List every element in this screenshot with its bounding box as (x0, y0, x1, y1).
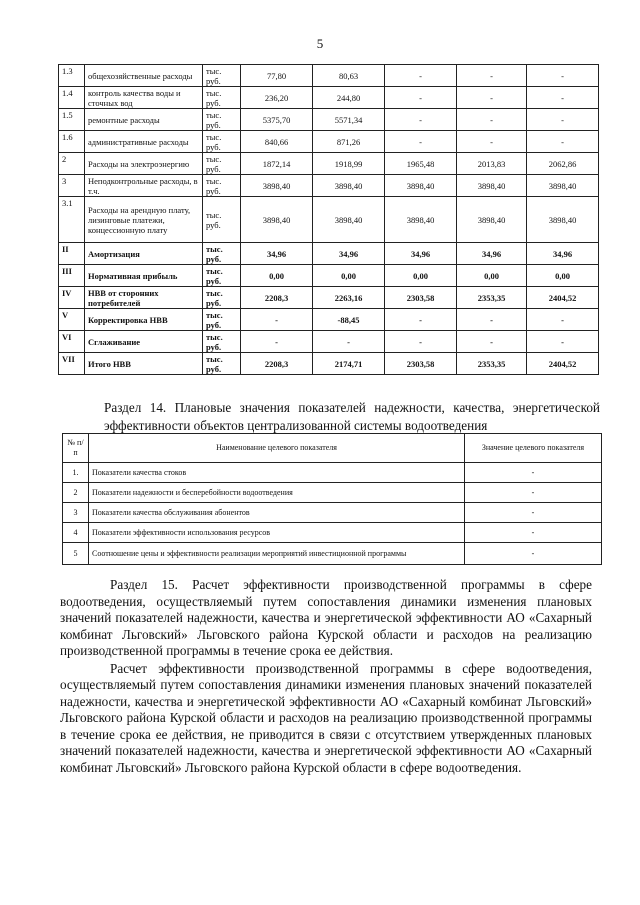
section-15-paragraph-1: Раздел 15. Расчет эффективности производственной программы в сфере водоотведения, осуществляемый путем сопоставления динамики изменения плановых значений показателей надежности, качества и энергетической эффективности АО «Сахарный комбинат Льговский» Льговского района Курской области и расходов на реализацию производственной программы в течение срока ее действия. (60, 577, 592, 658)
row-unit: тыс. руб. (203, 331, 241, 353)
row-unit: тыс. руб. (203, 197, 241, 243)
row-value: 0,00 (457, 265, 527, 287)
row-name: Амортизация (85, 243, 203, 265)
section-15-paragraph-2: Расчет эффективности производственной программы в сфере водоотведения, осуществляемый путем сопоставления динамики изменения плановых значений показателей надежности, качества и энергетической эффективности АО «Сахарный комбинат Льговский» Льговского района Курской области и расходов на реализацию производственной программы в течение срока ее действия, не приводится в связи с отсутствием утвержденных плановых значений показателей надежности, качества и энергетической эффективности АО «Сахарный комбинат Льговский» Льговского района Курской области в сфере водоотведения. (60, 660, 592, 775)
row-value: 2404,52 (527, 287, 599, 309)
row-value: 3898,40 (385, 175, 457, 197)
row-value: - (385, 65, 457, 87)
row-value: 2062,86 (527, 153, 599, 175)
row-code: 2 (59, 153, 85, 175)
row-name: Расходы на арендную плату, лизинговые платежи, концессионную плату (85, 197, 203, 243)
row-value: 3898,40 (241, 175, 313, 197)
row-value: - (385, 109, 457, 131)
row-name: Сглаживание (85, 331, 203, 353)
table-row (63, 463, 602, 483)
row-value: - (527, 65, 599, 87)
row-value: 2174,71 (313, 353, 385, 375)
row-unit: тыс. руб. (203, 287, 241, 309)
indicator-number: 3 (63, 503, 89, 523)
row-value: 34,96 (241, 243, 313, 265)
page-number: 5 (316, 36, 324, 51)
row-value: 2208,3 (241, 287, 313, 309)
row-unit: тыс. руб. (203, 175, 241, 197)
row-unit: тыс. руб. (203, 353, 241, 375)
row-value: 0,00 (241, 265, 313, 287)
row-code: 1.3 (59, 65, 85, 87)
indicator-name: Показатели надежности и бесперебойности водоотведения (89, 483, 465, 503)
financial-table (58, 64, 599, 375)
row-value: 80,63 (313, 65, 385, 87)
indicator-value: - (465, 543, 602, 565)
row-code: VI (59, 331, 85, 353)
table-row (59, 109, 599, 131)
row-code: 1.4 (59, 87, 85, 109)
row-code: II (59, 243, 85, 265)
table-row (59, 87, 599, 109)
row-value: 0,00 (385, 265, 457, 287)
header-indicator-value: Значение целевого показателя (465, 434, 602, 463)
row-value: 3898,40 (313, 175, 385, 197)
section-15-text (60, 577, 592, 776)
row-value: -88,45 (313, 309, 385, 331)
row-value: 34,96 (457, 243, 527, 265)
row-name: Итого НВВ (85, 353, 203, 375)
row-unit: тыс. руб. (203, 131, 241, 153)
table-row (63, 483, 602, 503)
row-value: 2353,35 (457, 287, 527, 309)
row-value: 2013,83 (457, 153, 527, 175)
row-value: 2353,35 (457, 353, 527, 375)
indicator-value: - (465, 463, 602, 483)
indicator-name: Показатели качества стоков (89, 463, 465, 483)
indicator-number: 1. (63, 463, 89, 483)
row-value: - (457, 309, 527, 331)
indicator-name: Соотношение цены и эффективности реализации мероприятий инвестиционной программы (89, 543, 465, 565)
row-value: - (313, 331, 385, 353)
row-value: 3898,40 (385, 197, 457, 243)
row-code: V (59, 309, 85, 331)
row-unit: тыс. руб. (203, 65, 241, 87)
row-value: - (385, 131, 457, 153)
table-row (59, 175, 599, 197)
row-code: 1.6 (59, 131, 85, 153)
row-value: 3898,40 (457, 197, 527, 243)
table-row (63, 503, 602, 523)
row-value: 3898,40 (457, 175, 527, 197)
table-row (59, 331, 599, 353)
row-value: - (457, 131, 527, 153)
section-14-title: Раздел 14. Плановые значения показателей надежности, качества, энергетической эффективности объектов централизованной системы водоотведения (104, 400, 600, 433)
row-name: контроль качества воды и сточных вод (85, 87, 203, 109)
row-unit: тыс. руб. (203, 309, 241, 331)
table-row (59, 353, 599, 375)
row-value: 34,96 (385, 243, 457, 265)
row-value: - (385, 87, 457, 109)
table-row (63, 523, 602, 543)
row-name: Неподконтрольные расходы, в т.ч. (85, 175, 203, 197)
row-value: - (241, 331, 313, 353)
indicators-header-row (63, 434, 602, 463)
row-value: - (527, 331, 599, 353)
row-value: 2208,3 (241, 353, 313, 375)
row-value: 2404,52 (527, 353, 599, 375)
indicator-number: 2 (63, 483, 89, 503)
row-value: - (241, 309, 313, 331)
row-code: 1.5 (59, 109, 85, 131)
row-name: Корректировка НВВ (85, 309, 203, 331)
row-value: 244,80 (313, 87, 385, 109)
row-value: 3898,40 (527, 175, 599, 197)
table-row (59, 309, 599, 331)
row-value: - (527, 87, 599, 109)
indicator-number: 5 (63, 543, 89, 565)
row-value: 2263,16 (313, 287, 385, 309)
row-unit: тыс. руб. (203, 153, 241, 175)
row-code: VII (59, 353, 85, 375)
row-name: ремонтные расходы (85, 109, 203, 131)
indicator-value: - (465, 483, 602, 503)
table-row (59, 243, 599, 265)
row-value: 1965,48 (385, 153, 457, 175)
row-value: - (527, 309, 599, 331)
row-unit: тыс. руб. (203, 87, 241, 109)
table-row (59, 197, 599, 243)
indicator-value: - (465, 503, 602, 523)
row-value: 34,96 (313, 243, 385, 265)
indicator-value: - (465, 523, 602, 543)
header-indicator-name: Наименование целевого показателя (89, 434, 465, 463)
table-row (59, 65, 599, 87)
row-name: Расходы на электроэнергию (85, 153, 203, 175)
row-value: - (457, 331, 527, 353)
row-name: Нормативная прибыль (85, 265, 203, 287)
row-value: 3898,40 (241, 197, 313, 243)
section-14-heading (60, 399, 600, 435)
row-value: 77,80 (241, 65, 313, 87)
table-row (59, 287, 599, 309)
row-code: IV (59, 287, 85, 309)
row-name: общехозяйственные расходы (85, 65, 203, 87)
table-row (59, 265, 599, 287)
table-row (63, 543, 602, 565)
row-unit: тыс. руб. (203, 265, 241, 287)
row-unit: тыс. руб. (203, 109, 241, 131)
row-value: 3898,40 (527, 197, 599, 243)
header-number: № п/п (63, 434, 89, 463)
row-name: административные расходы (85, 131, 203, 153)
row-code: 3 (59, 175, 85, 197)
table-row (59, 131, 599, 153)
row-value: - (457, 87, 527, 109)
row-value: - (527, 109, 599, 131)
row-value: 5571,34 (313, 109, 385, 131)
row-value: 871,26 (313, 131, 385, 153)
row-value: - (457, 109, 527, 131)
indicator-name: Показатели качества обслуживания абонентов (89, 503, 465, 523)
row-value: 5375,70 (241, 109, 313, 131)
row-code: III (59, 265, 85, 287)
row-code: 3.1 (59, 197, 85, 243)
row-value: 3898,40 (313, 197, 385, 243)
table-row (59, 153, 599, 175)
row-value: 0,00 (527, 265, 599, 287)
row-value: 840,66 (241, 131, 313, 153)
row-value: 34,96 (527, 243, 599, 265)
row-unit: тыс. руб. (203, 243, 241, 265)
row-value: 2303,58 (385, 287, 457, 309)
row-value: 0,00 (313, 265, 385, 287)
indicators-table (62, 433, 602, 565)
row-value: - (385, 309, 457, 331)
row-name: НВВ от сторонних потребителей (85, 287, 203, 309)
row-value: 1918,99 (313, 153, 385, 175)
row-value: - (385, 331, 457, 353)
row-value: 2303,58 (385, 353, 457, 375)
row-value: - (457, 65, 527, 87)
indicator-name: Показатели эффективности использования ресурсов (89, 523, 465, 543)
row-value: 236,20 (241, 87, 313, 109)
row-value: - (527, 131, 599, 153)
indicator-number: 4 (63, 523, 89, 543)
row-value: 1872,14 (241, 153, 313, 175)
